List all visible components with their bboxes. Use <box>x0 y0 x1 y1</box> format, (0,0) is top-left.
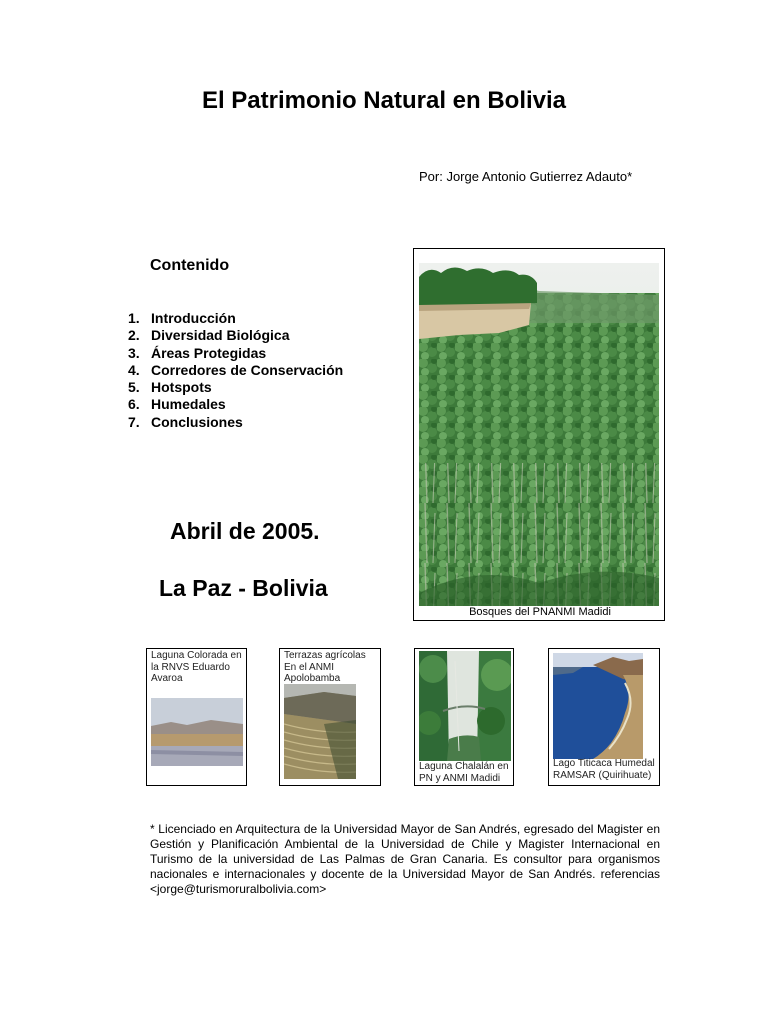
toc-item <box>128 310 343 327</box>
thumbnail-laguna-chalalan <box>414 648 514 786</box>
toc-item-label: Diversidad Biológica <box>151 327 290 344</box>
thumbnail-caption: Terrazas agrícolas En el ANMI Apolobamba <box>284 650 366 684</box>
toc-item-number: 6. <box>128 396 140 413</box>
toc-item <box>128 345 343 362</box>
thumbnail-lago-titicaca <box>548 648 660 786</box>
terrazas-photo <box>284 684 356 779</box>
document-title: El Patrimonio Natural en Bolivia <box>201 87 567 114</box>
publication-date: Abril de 2005. <box>170 518 320 544</box>
toc-item-number: 7. <box>128 413 140 430</box>
toc-item-label: Corredores de Conservación <box>151 361 344 378</box>
thumbnail-laguna-colorada <box>146 648 247 786</box>
toc-item-number: 4. <box>128 361 140 378</box>
contents-heading: Contenido <box>150 257 230 274</box>
toc-item <box>128 396 343 413</box>
author-footnote: * Licenciado en Arquitectura de la Universidad Mayor de San Andrés, egresado del Magister en Gestión y Planificación Ambiental de la Universidad de Chile y Magister Internacional en Turismo de la universidad de Las Palmas de Gran Canaria. Es consultor para organismos nacionales e internacionales y docente de la Universidad Mayor de San Andrés. referencias <jorge@turismoruralbolivia.com> <box>150 822 660 896</box>
laguna-colorada-photo <box>151 698 243 766</box>
toc-item <box>128 379 343 396</box>
toc-item-number: 3. <box>128 344 140 361</box>
toc-item-number: 2. <box>128 327 140 344</box>
toc-item-label: Conclusiones <box>151 413 243 430</box>
toc-item-label: Introducción <box>151 310 236 326</box>
toc-item-label: Áreas Protegidas <box>151 344 267 361</box>
toc-item-number: 1. <box>128 310 140 326</box>
main-photo-frame <box>413 248 665 621</box>
laguna-chalalan-photo <box>419 651 511 761</box>
publication-place: La Paz - Bolivia <box>159 575 328 601</box>
table-of-contents <box>128 310 343 431</box>
thumbnail-terrazas <box>279 648 381 786</box>
toc-item-number: 5. <box>128 379 140 396</box>
toc-item-label: Hotspots <box>151 379 212 396</box>
toc-item <box>128 414 343 431</box>
author-line: Por: Jorge Antonio Gutierrez Adauto* <box>419 169 633 184</box>
forest-photo <box>419 263 659 606</box>
thumbnail-caption: Laguna Chalalán en PN y ANMI Madidi <box>419 761 509 784</box>
toc-item-label: Humedales <box>151 396 226 413</box>
main-photo-caption: Bosques del PNANMI Madidi <box>469 606 611 618</box>
lago-titicaca-photo <box>553 653 643 759</box>
toc-item <box>128 362 343 379</box>
thumbnail-caption: Lago Titicaca Humedal RAMSAR (Quirihuate) <box>553 758 655 781</box>
thumbnail-caption: Laguna Colorada en la RNVS Eduardo Avaroa <box>151 650 242 684</box>
toc-item <box>128 327 343 344</box>
